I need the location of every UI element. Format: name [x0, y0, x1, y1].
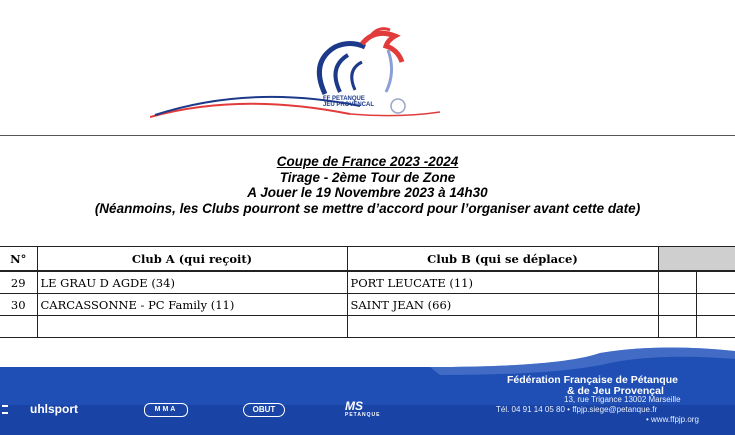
- ffpjp-logo: [150, 22, 440, 122]
- header-club-b: Club B (qui se déplace): [347, 247, 658, 272]
- federation-contact: [496, 395, 735, 425]
- empty-cell: [696, 316, 735, 338]
- edge-mark: [2, 405, 8, 407]
- round-subtitle: Tirage - 2ème Tour de Zone: [279, 169, 456, 185]
- header-club-a: Club A (qui reçoit): [37, 247, 347, 272]
- empty-cell: [0, 316, 37, 338]
- federation-website: • www.ffpjp.org: [646, 415, 699, 424]
- table-header-row: [0, 247, 735, 272]
- empty-cell: [347, 316, 658, 338]
- sponsor-ms-subtext: PETANQUE: [345, 412, 381, 418]
- club-b: SAINT JEAN (66): [347, 294, 658, 316]
- table-row: [0, 271, 735, 294]
- club-a: CARCASSONNE - PC Family (11): [37, 294, 347, 316]
- scheduling-note: (Néanmoins, les Clubs pourront se mettre d’accord pour l’organiser avant cette date): [94, 200, 641, 216]
- header-number: N°: [0, 247, 37, 272]
- header-divider: [0, 135, 735, 136]
- score-a: [658, 294, 696, 316]
- logo-text-line1: FF PETANQUE: [323, 96, 365, 102]
- table-row: [0, 294, 735, 316]
- federation-name: [507, 375, 735, 397]
- score-b: [696, 294, 735, 316]
- draw-table: [0, 246, 735, 338]
- empty-cell: [37, 316, 347, 338]
- sponsor-uhlsport-logo: uhlsport: [30, 402, 78, 416]
- competition-title: Coupe de France 2023 -2024: [276, 154, 459, 169]
- match-date: A Jouer le 19 Novembre 2023 à 14h30: [247, 185, 488, 200]
- draw-title-block: [0, 154, 735, 216]
- federation-phone-email: Tél. 04 91 14 05 80 • ffpjp.siege@petanque.fr: [496, 405, 658, 414]
- score-a: [658, 271, 696, 294]
- federation-name-line2: & de Jeu Provençal: [567, 385, 664, 397]
- score-b: [696, 271, 735, 294]
- header-score: [658, 247, 735, 272]
- club-a: LE GRAU D AGDE (34): [37, 271, 347, 294]
- logo-text-line2: JEU PROVENCAL: [323, 102, 375, 108]
- rooster-logo-graphic: [150, 22, 440, 122]
- sponsor-obut-logo: OBUT: [243, 403, 285, 417]
- sponsor-ms-text: MS: [345, 399, 363, 413]
- empty-cell: [658, 316, 696, 338]
- federation-address: 13, rue Trigance 13002 Marseille: [564, 395, 681, 404]
- table-row-empty: [0, 316, 735, 338]
- logo-text: [323, 96, 383, 108]
- club-b: PORT LEUCATE (11): [347, 271, 658, 294]
- match-number: 30: [0, 294, 37, 316]
- sponsor-mma-logo: MMA: [144, 403, 188, 417]
- federation-name-line1: Fédération Française de Pétanque: [507, 374, 678, 386]
- match-number: 29: [0, 271, 37, 294]
- sponsor-ms-petanque-logo: [345, 399, 380, 418]
- edge-mark: [2, 412, 8, 414]
